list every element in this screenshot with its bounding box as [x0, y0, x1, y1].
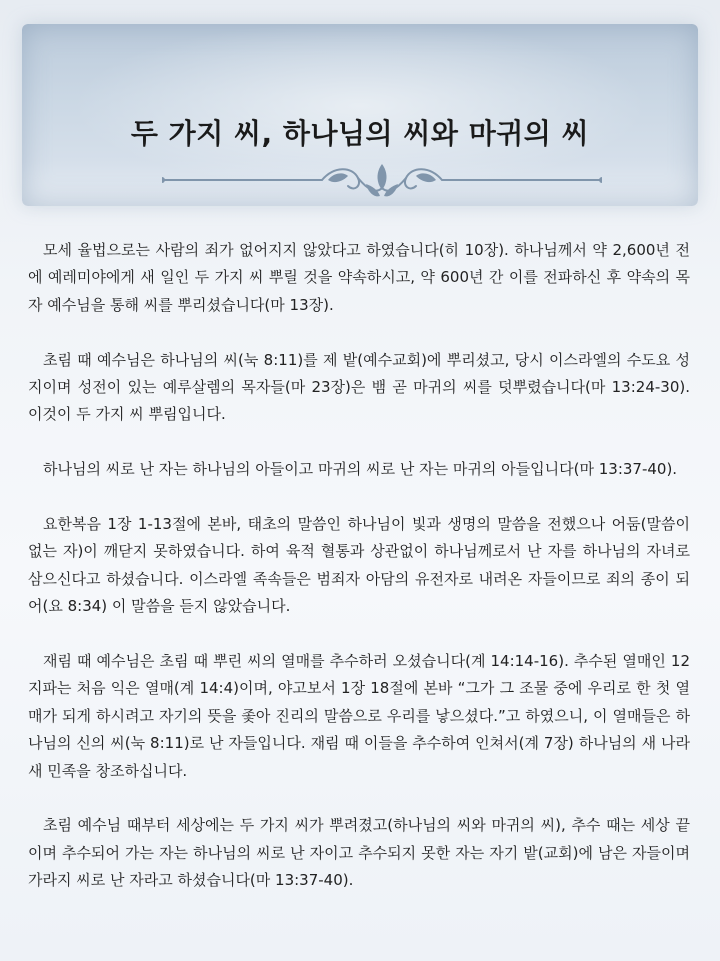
header-banner	[22, 24, 698, 206]
paragraph: 재림 때 예수님은 초림 때 뿌린 씨의 열매를 추수하러 오셨습니다(계 14:14-16). 추수된 열매인 12지파는 처음 익은 열매(계 14:4)이며, 야고보서 1장 18절에 본바 “그가 그 조물 중에 우리로 한 첫 열매가 되게 하시려고 자기의 뜻을 좇아 진리의 말씀으로 우리를 낳으셨다.”고 하였으니, 이 열매들은 하나님의 신의 씨(눅 8:11)로 난 자들입니다. 재림 때 이들을 추수하여 인쳐서(계 7장) 하나님의 새 나라 새 민족을 창조하십니다.	[28, 652, 690, 780]
page-title: 두 가지 씨, 하나님의 씨와 마귀의 씨	[130, 117, 590, 150]
paragraph: 초림 때 예수님은 하나님의 씨(눅 8:11)를 제 밭(예수교회)에 뿌리셨고, 당시 이스라엘의 수도요 성지이며 성전이 있는 예루살렘의 목자들(마 23장)은 뱀 곧 마귀의 씨를 덧뿌렸습니다(마 13:24-30). 이것이 두 가지 씨 뿌림입니다.	[28, 350, 690, 424]
article-body	[28, 237, 690, 895]
paragraph: 하나님의 씨로 난 자는 하나님의 아들이고 마귀의 씨로 난 자는 마귀의 아들입니다(마 13:37-40).	[43, 460, 678, 479]
paragraph: 모세 율법으로는 사람의 죄가 없어지지 않았다고 하였습니다(히 10장). 하나님께서 약 2,600년 전에 예레미야에게 새 일인 두 가지 씨 뿌릴 것을 약속하시고, 약 600년 간 이를 전파하신 후 약속의 목자 예수님을 통해 씨를 뿌리셨습니다(마 13장).	[28, 241, 690, 314]
floral-divider-icon	[162, 160, 602, 202]
paragraph: 초림 예수님 때부터 세상에는 두 가지 씨가 뿌려졌고(하나님의 씨와 마귀의 씨), 추수 때는 세상 끝이며 추수되어 가는 자는 하나님의 씨로 난 자이고 추수되지 못한 자는 자기 밭(교회)에 남은 자들이며 가라지 씨로 난 자라고 하셨습니다(마 13:37-40).	[28, 816, 690, 890]
paragraph: 요한복음 1장 1-13절에 본바, 태초의 말씀인 하나님이 빛과 생명의 말씀을 전했으나 어둠(말씀이 없는 자)이 깨닫지 못하였습니다. 하여 육적 혈통과 상관없이 하나님께로서 난 자를 하나님의 자녀로 삼으신다고 하셨습니다. 이스라엘 족속들은 범죄자 아담의 유전자로 내려온 자들이므로 죄의 종이 되어(요 8:34) 이 말씀을 듣지 않았습니다.	[28, 515, 690, 616]
